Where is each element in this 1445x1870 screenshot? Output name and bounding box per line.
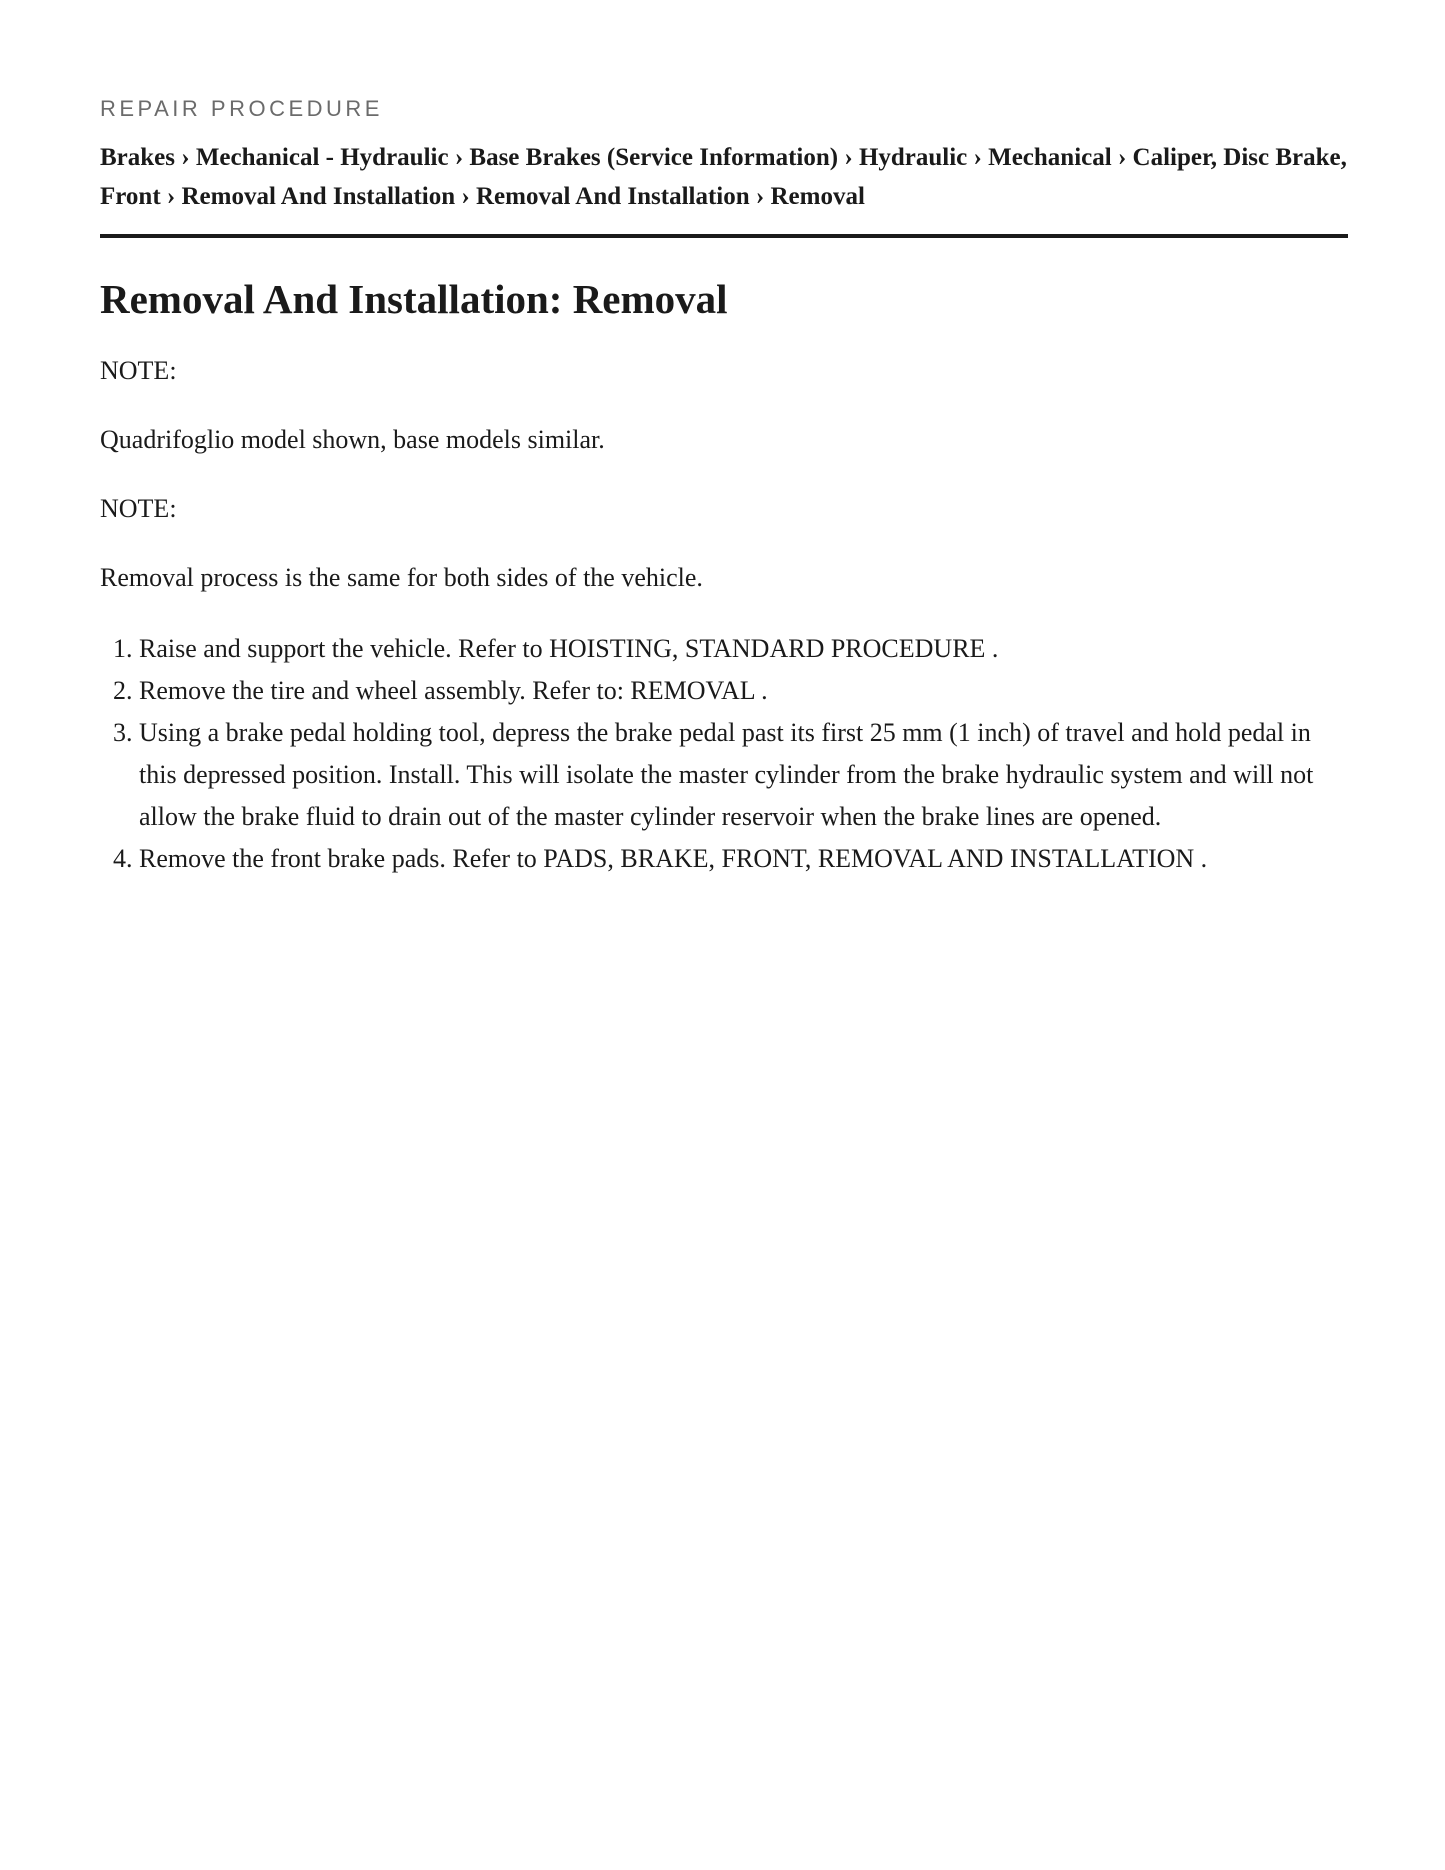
procedure-step: 3. Using a brake pedal holding tool, depress the brake pedal past its first 25 mm (1 inch) of travel and hold pedal in this depressed position. Install. This will isolate the master cylinder from the brake hydraulic system and will not allow the brake fluid to drain out of the master cylinder reservoir when the brake lines are opened. [139, 712, 1348, 838]
breadcrumb-item[interactable]: Removal And Installation [475, 183, 750, 210]
breadcrumb-separator: › [181, 144, 190, 171]
breadcrumb-item[interactable]: Mechanical - Hydraulic [195, 144, 449, 171]
page-title: Removal And Installation: Removal [100, 276, 728, 322]
breadcrumb-item[interactable]: Brakes [100, 144, 175, 171]
breadcrumb [100, 138, 1348, 238]
procedure-step: 4. Remove the front brake pads. Refer to PADS, BRAKE, FRONT, REMOVAL AND INSTALLATION . [139, 838, 1348, 880]
breadcrumb-item[interactable]: Removal And Installation [181, 183, 456, 210]
breadcrumb-item[interactable]: Hydraulic [858, 144, 968, 171]
note-text: Quadrifoglio model shown, base models similar. [100, 425, 605, 454]
procedure-step: 1. Raise and support the vehicle. Refer to HOISTING, STANDARD PROCEDURE . [139, 628, 1348, 670]
breadcrumb-item[interactable]: Base Brakes (Service Information) [469, 144, 839, 171]
breadcrumb-separator: › [1117, 144, 1127, 171]
note-label: NOTE: [100, 494, 177, 523]
document-page [100, 96, 1348, 880]
breadcrumb-item[interactable]: Caliper, Disc Brake, Front [100, 144, 1347, 210]
section-kicker: REPAIR PROCEDURE [100, 96, 383, 121]
breadcrumb-item-current: Removal [770, 183, 865, 210]
breadcrumb-separator: › [844, 144, 853, 171]
breadcrumb-separator: › [973, 144, 982, 171]
note-label: NOTE: [100, 356, 177, 385]
breadcrumb-separator: › [461, 183, 470, 210]
note-text: Removal process is the same for both sides of the vehicle. [100, 563, 703, 592]
breadcrumb-separator: › [454, 144, 464, 171]
breadcrumb-separator: › [755, 183, 765, 210]
procedure-step: 2. Remove the tire and wheel assembly. Refer to: REMOVAL . [139, 670, 1348, 712]
procedure-steps [100, 628, 1348, 880]
breadcrumb-item[interactable]: Mechanical [988, 144, 1112, 171]
breadcrumb-separator: › [166, 183, 176, 210]
